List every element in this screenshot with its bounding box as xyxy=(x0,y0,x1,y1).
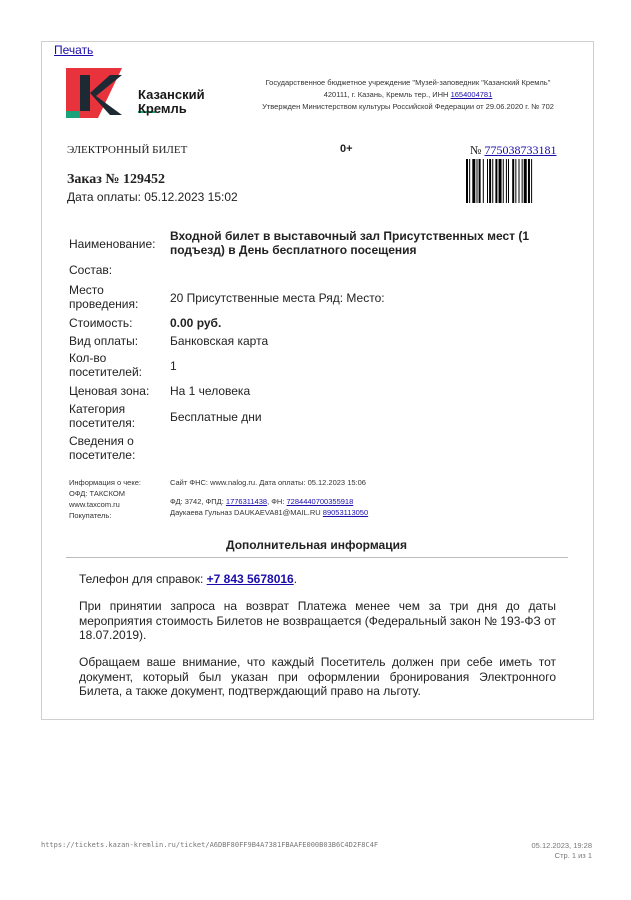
footer-meta: 05.12.2023, 19:28 Стр. 1 из 1 xyxy=(531,841,592,860)
count-label: Кол-во посетителей: xyxy=(69,351,142,379)
category-value: Бесплатные дни xyxy=(170,410,262,424)
ticket-number-link[interactable]: 775038733181 xyxy=(484,143,557,157)
payment-value: Банковская карта xyxy=(170,334,269,348)
help-phone-link[interactable]: +7 843 5678016 xyxy=(206,572,294,586)
document-notice: Обращаем ваше внимание, что каждый Посетитель должен при себе иметь тот документ, который был указан при оформлении бронирования Электронного Билета, а также документ, подтверждающий право на льготу. xyxy=(79,655,556,698)
cost-value: 0.00 руб. xyxy=(170,316,222,330)
check-line-1: Сайт ФНС: www.nalog.ru. Дата оплаты: 05.12.2023 15:06 xyxy=(170,478,366,487)
name-value: Входной билет в выставочный зал Присутственных мест (1 подъезд) в День бесплатного посещения xyxy=(170,229,530,257)
barcode xyxy=(466,159,558,203)
check-fiscal: ФД: 3742, ФПД: 1776311438, ФН: 7284440700355918 xyxy=(170,497,354,506)
name-label: Наименование: xyxy=(69,237,156,251)
check-labels: Информация о чеке: ОФД: ТАКСКОМ www.taxcom.ru Покупатель: xyxy=(69,478,141,520)
ticket-heading: ЭЛЕКТРОННЫЙ БИЛЕТ xyxy=(67,144,188,156)
print-link[interactable]: Печать xyxy=(54,43,94,57)
organization-info: Государственное бюджетное учреждение "Музей-заповедник "Казанский Кремль" 420111, г. Казань, Кремль тер., ИНН 1654004781 Утвержден Министерством культуры Российской Федерации от 29.06.2020 г. № 702 xyxy=(262,78,554,111)
check-buyer: Даукаева Гульназ DAUKAEVA81@MAIL.RU 89053113050 xyxy=(170,508,369,517)
age-rating: 0+ xyxy=(340,143,353,155)
ticket-number: № 775038733181 xyxy=(470,143,557,157)
logo-text: Казанский Кремль xyxy=(138,87,205,116)
fn-link[interactable]: 7284440700355918 xyxy=(286,497,354,506)
refund-notice: При принятии запроса на возврат Платежа менее чем за три дня до даты мероприятия стоимость Билетов не возвращается (Федеральный закон № 193-ФЗ от 18.07.2019). xyxy=(79,599,556,642)
payment-label: Вид оплаты: xyxy=(69,334,139,348)
fpd-link[interactable]: 1776311438 xyxy=(225,497,268,506)
place-label: Место проведения: xyxy=(69,283,139,311)
visitor-info-label: Сведения о посетителе: xyxy=(69,434,136,462)
zone-label: Ценовая зона: xyxy=(69,384,150,398)
additional-info-title: Дополнительная информация xyxy=(226,538,407,552)
place-value: 20 Присутственные места Ряд: Место: xyxy=(170,291,385,305)
cost-label: Стоимость: xyxy=(69,316,133,330)
buyer-phone-link[interactable]: 89053113050 xyxy=(322,508,369,517)
order-title: Заказ № 129452 xyxy=(67,172,165,187)
count-value: 1 xyxy=(170,359,177,373)
help-phone: Телефон для справок: +7 843 5678016. xyxy=(79,572,298,586)
footer-url: https://tickets.kazan-kremlin.ru/ticket/A6DBF80FF9B4A7381FBAAFE000B03B6C4D2F8C4F xyxy=(41,841,379,849)
composition-label: Состав: xyxy=(69,263,113,277)
additional-info-divider xyxy=(66,557,568,558)
payment-date: Дата оплаты: 05.12.2023 15:02 xyxy=(67,190,238,204)
zone-value: На 1 человека xyxy=(170,384,251,398)
category-label: Категория посетителя: xyxy=(69,402,136,430)
inn-link[interactable]: 1654004781 xyxy=(450,90,493,99)
